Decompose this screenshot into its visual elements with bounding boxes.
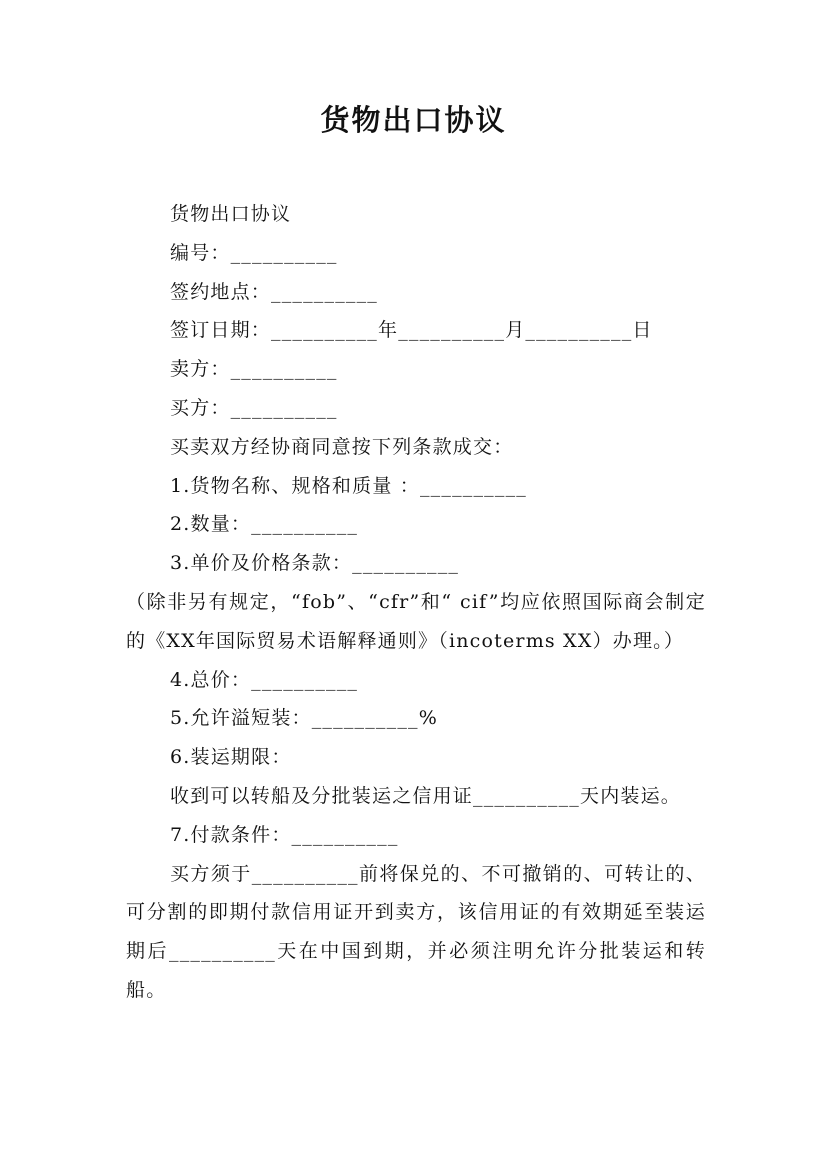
clause-unit-price-line: 3.单价及价格条款：__________ [170, 552, 460, 575]
clause-shipment-line: 6.装运期限： [170, 746, 292, 769]
price-terms-note: （除非另有规定，“fob”、“cfr”和“ cif”均应依照国际商会制定的《XX年国际贸易术语解释通则》（incoterms XX）办理。） [126, 590, 706, 652]
buyer-line: 买方：__________ [170, 396, 338, 419]
clause-payment-line: 7.付款条件：__________ [170, 823, 399, 846]
clause-tolerance-line: 5.允许溢短装：__________% [170, 707, 438, 730]
clause-total-price-line: 4.总价：__________ [170, 668, 359, 691]
signing-date-line: 签订日期：__________年__________月__________日 [170, 319, 653, 342]
heading-line: 货物出口协议 [170, 203, 292, 225]
signing-place-line: 签约地点：__________ [170, 280, 379, 303]
seller-line: 卖方：__________ [170, 358, 338, 381]
contract-number-line: 编号：__________ [170, 241, 338, 264]
payment-paragraph: 买方须于__________前将保兑的、不可撤销的、可转让的、可分割的即期付款信用证开到卖方，该信用证的有效期延至装运期后__________天在中国到期，并必须注明允许分批装运和转船。 [126, 862, 706, 1001]
document-body [126, 195, 706, 1010]
shipment-detail-line: 收到可以转船及分批装运之信用证__________天内装运。 [170, 784, 682, 807]
clause-quantity-line: 2.数量：__________ [170, 513, 359, 536]
clause-goods-line: 1.货物名称、规格和质量 ：__________ [170, 474, 527, 497]
document-title: 货物出口协议 [320, 103, 507, 137]
agreement-intro-line: 买卖双方经协商同意按下列条款成交： [170, 435, 514, 458]
